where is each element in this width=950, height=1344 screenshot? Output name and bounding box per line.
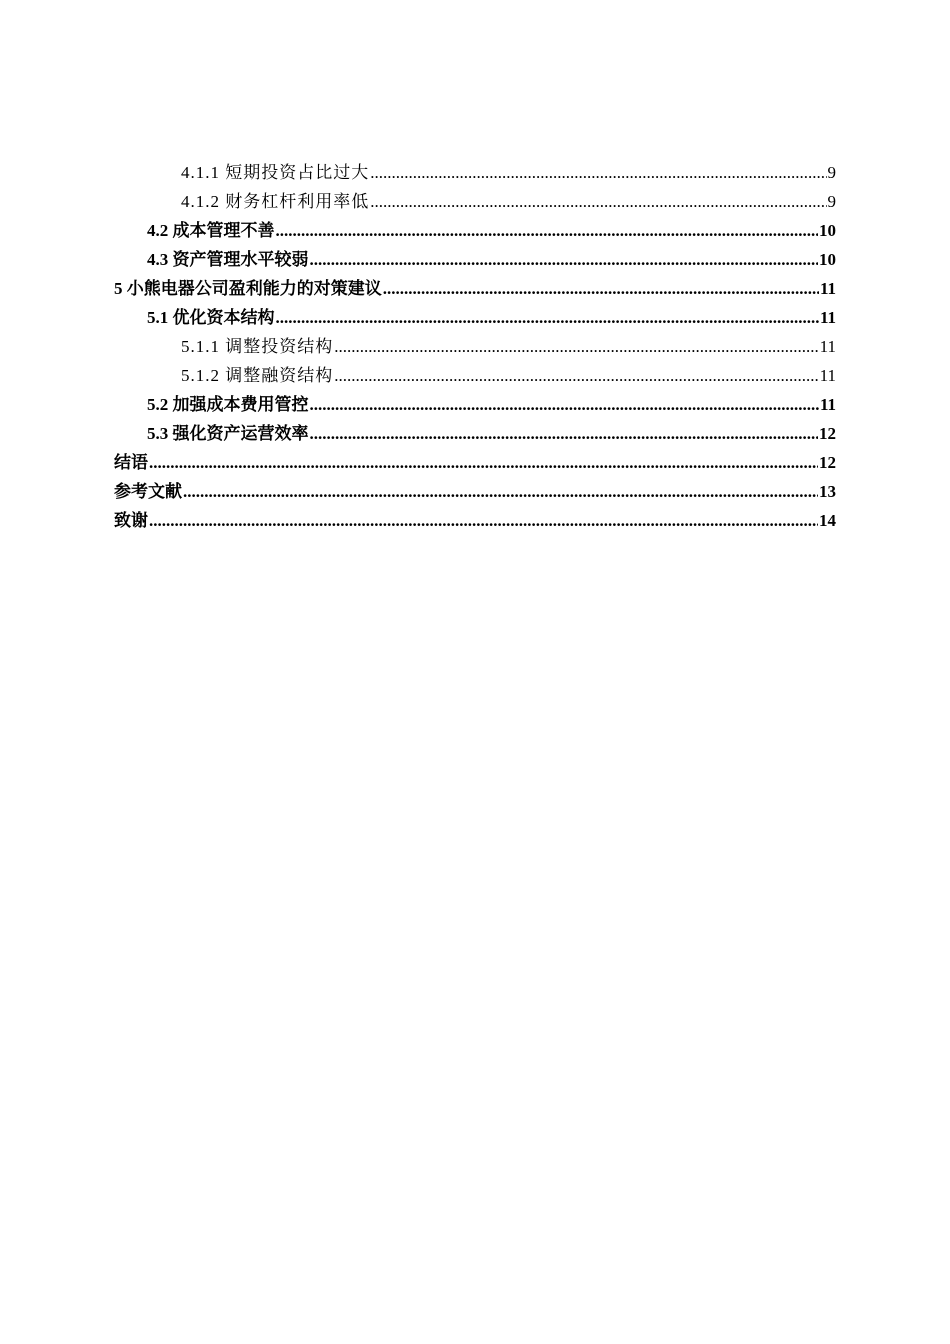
toc-entry-title: 5.1.1 调整投资结构 bbox=[181, 337, 334, 356]
toc-entry-5-1[interactable] bbox=[114, 303, 836, 332]
toc-entry-title: 参考文献 bbox=[114, 482, 182, 501]
toc-page-number: 12 bbox=[819, 424, 836, 443]
toc-entry-5-1-2[interactable] bbox=[114, 361, 836, 390]
toc-entry-references[interactable] bbox=[114, 477, 836, 506]
toc-page-number: 11 bbox=[819, 366, 836, 385]
toc-page-number: 10 bbox=[819, 221, 836, 240]
toc-entry-title: 5.1.2 调整融资结构 bbox=[181, 366, 334, 385]
toc-entry-5-2[interactable] bbox=[114, 390, 836, 419]
toc-entry-title: 5.1 优化资本结构 bbox=[147, 308, 275, 327]
toc-dot-leader bbox=[383, 274, 819, 303]
table-of-contents bbox=[114, 158, 836, 535]
toc-entry-title: 4.2 成本管理不善 bbox=[147, 221, 275, 240]
toc-entry-5-1-1[interactable] bbox=[114, 332, 836, 361]
toc-page-number: 11 bbox=[819, 337, 836, 356]
toc-dot-leader bbox=[183, 477, 818, 506]
toc-entry-conclusion[interactable] bbox=[114, 448, 836, 477]
toc-entry-title: 结语 bbox=[114, 453, 148, 472]
toc-dot-leader bbox=[276, 216, 819, 245]
toc-page-number: 14 bbox=[819, 511, 836, 530]
toc-entry-title: 4.1.1 短期投资占比过大 bbox=[181, 163, 370, 182]
toc-dot-leader bbox=[334, 361, 818, 390]
toc-dot-leader bbox=[149, 448, 818, 477]
toc-dot-leader bbox=[370, 158, 826, 187]
toc-entry-title: 5.3 强化资产运营效率 bbox=[147, 424, 309, 443]
toc-dot-leader bbox=[310, 245, 819, 274]
toc-entry-4-1-2[interactable] bbox=[114, 187, 836, 216]
toc-page-number: 9 bbox=[827, 192, 836, 211]
toc-dot-leader bbox=[310, 390, 819, 419]
toc-entry-5[interactable] bbox=[114, 274, 836, 303]
toc-dot-leader bbox=[370, 187, 826, 216]
toc-entry-4-1-1[interactable] bbox=[114, 158, 836, 187]
toc-entry-title: 4.1.2 财务杠杆利用率低 bbox=[181, 192, 370, 211]
toc-page-number: 11 bbox=[819, 308, 836, 327]
toc-page-number: 11 bbox=[819, 395, 836, 414]
toc-page-number: 9 bbox=[827, 163, 836, 182]
toc-page-number: 13 bbox=[819, 482, 836, 501]
toc-entry-4-3[interactable] bbox=[114, 245, 836, 274]
toc-dot-leader bbox=[149, 506, 818, 535]
toc-dot-leader bbox=[334, 332, 818, 361]
toc-entry-title: 致谢 bbox=[114, 511, 148, 530]
toc-page-number: 11 bbox=[819, 279, 836, 298]
toc-dot-leader bbox=[276, 303, 819, 332]
toc-page-number: 10 bbox=[819, 250, 836, 269]
toc-entry-title: 5.2 加强成本费用管控 bbox=[147, 395, 309, 414]
toc-entry-acknowledgements[interactable] bbox=[114, 506, 836, 535]
toc-entry-4-2[interactable] bbox=[114, 216, 836, 245]
toc-entry-title: 4.3 资产管理水平较弱 bbox=[147, 250, 309, 269]
toc-entry-title: 5 小熊电器公司盈利能力的对策建议 bbox=[114, 279, 382, 298]
toc-entry-5-3[interactable] bbox=[114, 419, 836, 448]
toc-page-number: 12 bbox=[819, 453, 836, 472]
toc-dot-leader bbox=[310, 419, 819, 448]
